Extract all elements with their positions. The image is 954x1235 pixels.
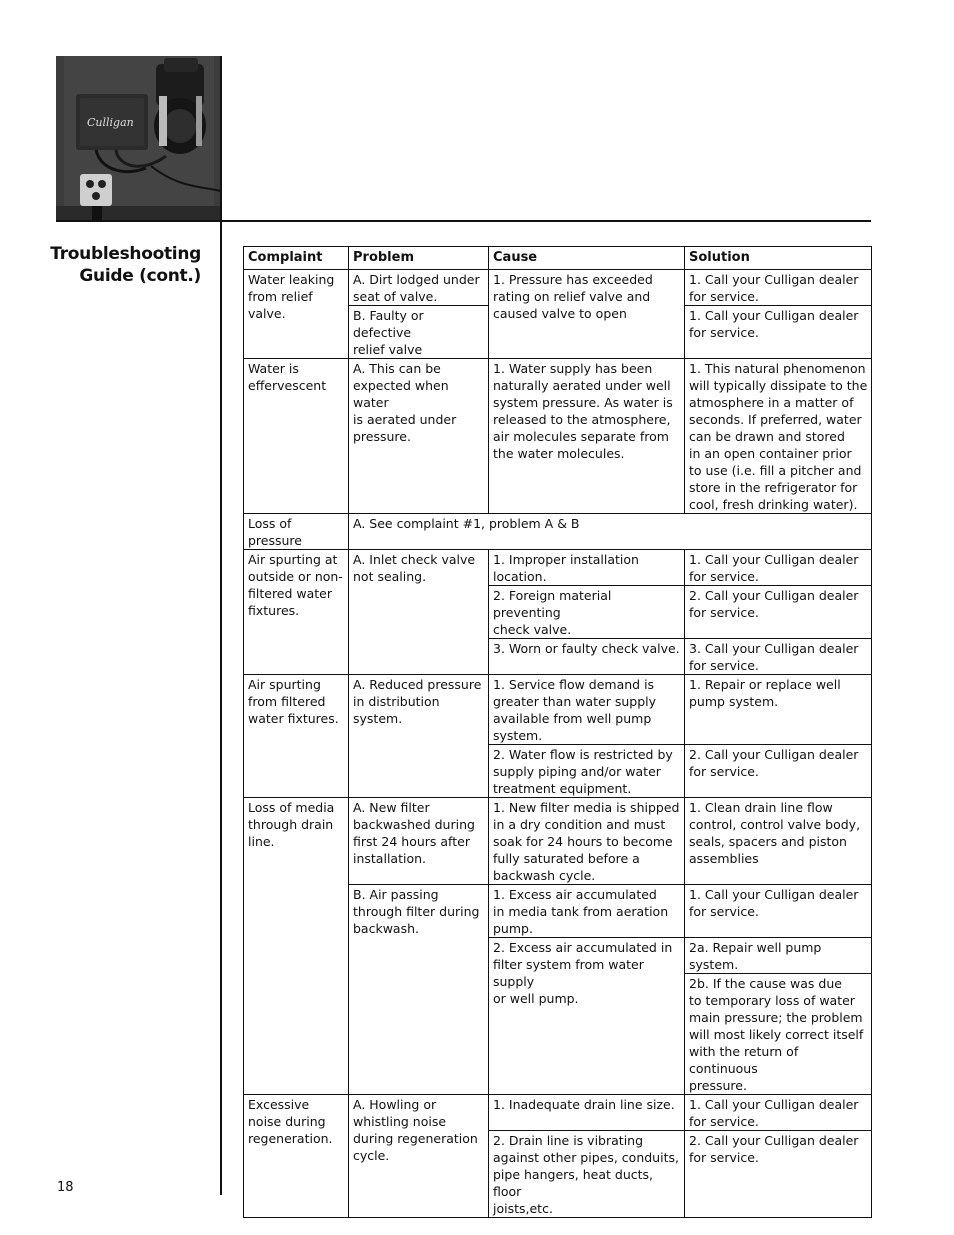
section-title-line-2: Guide (cont.) (79, 266, 201, 286)
table-row (244, 270, 872, 306)
page-number: 18 (57, 1180, 74, 1195)
table-row (244, 514, 872, 550)
cause-cell: 3. Worn or faulty check valve. (489, 639, 685, 675)
product-photo (56, 56, 221, 221)
vertical-divider (220, 56, 222, 1195)
cause-cell: 1. Inadequate drain line size. (489, 1095, 685, 1131)
problem-cell: A. See complaint #1, problem A & B (349, 514, 872, 550)
complaint-cell: Air spurting from filtered water fixtures. (244, 675, 349, 798)
problem-cell: A. Reduced pressure in distribution system. (349, 675, 489, 798)
cause-cell: 2. Foreign material preventing check valve. (489, 586, 685, 639)
cause-cell: 1. New filter media is shipped in a dry condition and must soak for 24 hours to become fully saturated before a backwash cycle. (489, 798, 685, 885)
problem-cell: A. Inlet check valve not sealing. (349, 550, 489, 675)
cause-cell: 1. Service flow demand is greater than water supply available from well pump system. (489, 675, 685, 745)
header-problem: Problem (349, 247, 489, 270)
complaint-cell: Water is effervescent (244, 359, 349, 514)
solution-cell: 1. Clean drain line flow control, control valve body, seals, spacers and piston assemblies (685, 798, 872, 885)
table-row (244, 550, 872, 586)
complaint-cell: Loss of pressure (244, 514, 349, 550)
solution-cell: 1. Call your Culligan dealer for service. (685, 306, 872, 359)
header-cause: Cause (489, 247, 685, 270)
culligan-logo: Culligan (87, 116, 134, 129)
section-title (40, 243, 201, 287)
cause-cell: 2. Drain line is vibrating against other pipes, conduits, pipe hangers, heat ducts, floor joists,etc. (489, 1131, 685, 1218)
solution-cell: 1. Call your Culligan dealer for service. (685, 270, 872, 306)
cause-cell: 2. Water flow is restricted by supply piping and/or water treatment equipment. (489, 745, 685, 798)
solution-cell: 2b. If the cause was due to temporary loss of water main pressure; the problem will most likely correct itself with the return of continuous pressure. (685, 974, 872, 1095)
complaint-cell: Air spurting at outside or non- filtered water fixtures. (244, 550, 349, 675)
cause-cell: 1. Improper installation location. (489, 550, 685, 586)
cause-cell: 1. Pressure has exceeded rating on relief valve and caused valve to open (489, 270, 685, 359)
section-title-line-1: Troubleshooting (50, 244, 201, 264)
complaint-cell: Loss of media through drain line. (244, 798, 349, 1095)
problem-cell: A. This can be expected when water is aerated under pressure. (349, 359, 489, 514)
table-header-row (244, 247, 872, 270)
solution-cell: 2. Call your Culligan dealer for service. (685, 745, 872, 798)
problem-cell: A. Howling or whistling noise during regeneration cycle. (349, 1095, 489, 1218)
cause-cell: 1. Excess air accumulated in media tank from aeration pump. (489, 885, 685, 938)
header-complaint: Complaint (244, 247, 349, 270)
solution-cell: 1. Call your Culligan dealer for service. (685, 550, 872, 586)
solution-cell: 3. Call your Culligan dealer for service. (685, 639, 872, 675)
table-row (244, 1095, 872, 1131)
solution-cell: 2. Call your Culligan dealer for service. (685, 586, 872, 639)
table-row (244, 675, 872, 745)
cause-cell: 2. Excess air accumulated in filter system from water supply or well pump. (489, 938, 685, 1095)
complaint-cell: Excessive noise during regeneration. (244, 1095, 349, 1218)
problem-cell: B. Air passing through filter during backwash. (349, 885, 489, 1095)
problem-cell: A. New filter backwashed during first 24 hours after installation. (349, 798, 489, 885)
table-row (244, 798, 872, 885)
problem-cell: B. Faulty or defective relief valve (349, 306, 489, 359)
solution-cell: 1. Call your Culligan dealer for service. (685, 1095, 872, 1131)
header-divider (56, 220, 871, 222)
cause-cell: 1. Water supply has been naturally aerated under well system pressure. As water is released to the atmosphere, air molecules separate from the water molecules. (489, 359, 685, 514)
solution-cell: 1. Call your Culligan dealer for service. (685, 885, 872, 938)
complaint-cell: Water leaking from relief valve. (244, 270, 349, 359)
header-solution: Solution (685, 247, 872, 270)
table-row (244, 359, 872, 514)
solution-cell: 2. Call your Culligan dealer for service. (685, 1131, 872, 1218)
troubleshooting-table (243, 246, 872, 1218)
problem-cell: A. Dirt lodged under seat of valve. (349, 270, 489, 306)
solution-cell: 1. Repair or replace well pump system. (685, 675, 872, 745)
solution-cell: 2a. Repair well pump system. (685, 938, 872, 974)
solution-cell: 1. This natural phenomenon will typically dissipate to the atmosphere in a matter of seconds. If preferred, water can be drawn and stored in an open container prior to use (i.e. fill a pitcher and store in the refrigerator for cool, fresh drinking water). (685, 359, 872, 514)
valve-unit-illustration (56, 56, 221, 221)
